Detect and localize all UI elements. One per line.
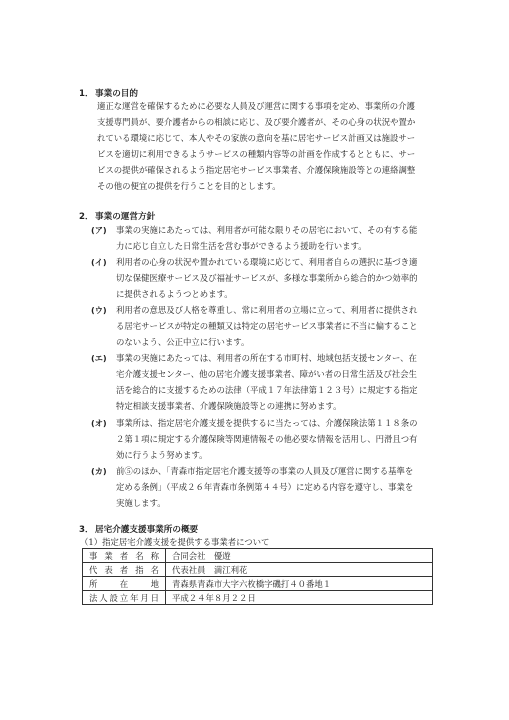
section-1-line: 支援専門員が、要介護者からの相談に応じ、及び要介護者が、その心身の状況や置か [97,117,416,127]
table-label: 所在地 [83,577,166,591]
table-label: 代表者指名 [83,563,166,577]
item-line: 事業の実施にあたっては、利用者が可能な限りその居宅において、その有する能 [116,225,418,235]
item-line: 事業所は、指定居宅介護支援を提供するに当たっては、介護保険法第１１８条の [116,418,418,428]
section-3-subheading: （1）指定居宅介護支援を提供する事業者について [80,537,270,547]
section-1-line: れている環境に応じて、本人やその家族の意向を基に居宅サービス計画又は施設サー [97,133,416,143]
section-1-line: ビスを適切に利用できるようサービスの種類内容等の計画を作成するとともに、サー [97,149,416,159]
item-line: 効に行うよう努めます。 [116,450,208,460]
table-row [83,549,433,563]
item-line: 定める条例」（平成２６年青森市条例第４４号）に定める内容を遵守し、事業を [116,482,414,492]
section-2-number: 2． [79,212,94,222]
section-3-heading [79,523,198,535]
table-row [83,577,433,591]
section-1-number: 1． [79,89,94,99]
item-line: 利用者の心身の状況や置かれている環境に応じて、利用者自らの選択に基づき適 [116,257,418,267]
item-label: (エ) [91,353,107,363]
table-row [83,591,433,605]
section-3-number: 3． [79,525,94,535]
item-line: 力に応じ自立した日常生活を営む事ができるよう援助を行います。 [116,241,367,251]
item-line: 切な保健医療サービス及び福祉サービスが、多様な事業所から総合的かつ効率的 [116,273,418,283]
table-label: 事業者名称 [83,549,166,563]
section-1-title: 事業の目的 [95,89,138,99]
item-line: 特定相談支援事業者、介護保険施設等との連携に努めます。 [116,401,342,411]
provider-info-table [82,548,433,605]
item-line: 利用者の意思及び人格を尊重し、常に利用者の立場に立って、利用者に提供され [116,305,418,315]
item-line: る居宅サービスが特定の種類又は特定の居宅サービス事業者に不当に偏すること [116,321,418,331]
section-1-line: その他の便宜の提供を行うことを目的とします。 [97,181,281,191]
item-line: 実施します。 [116,498,166,508]
item-line: 宅介護支援センター、他の居宅介護支援事業者、障がい者の日常生活及び社会生 [116,369,417,379]
item-label: (イ) [91,257,107,267]
item-line: 前⑤のほか、「青森市指定居宅介護支援等の事業の人員及び運営に関する基準を [116,466,414,476]
item-line: に提供されるようつとめます。 [116,289,233,299]
table-label: 法人設立年月日 [83,591,166,605]
table-value: 青森県青森市大字六枚橋字磯打４０番地１ [166,577,433,591]
section-1-line: 適正な運営を確保するために必要な人員及び運営に関する事項を定め、事業所の介護 [97,101,415,111]
section-1-heading [79,87,138,99]
item-line: ２第１項に規定する介護保険等関連情報その他必要な情報を活用し、円滑且つ有 [116,434,418,444]
item-label: (ウ) [91,305,107,315]
table-value: 代表社員 満江利花 [166,563,433,577]
item-label: (ア) [91,225,107,235]
section-3-title: 居宅介護支援事業所の概要 [95,525,199,535]
section-2-title: 事業の運営方針 [95,212,156,222]
section-1-line: ビスの提供が確保されるよう指定居宅サービス事業者、介護保険施設等との連絡調整 [97,165,416,175]
table-value: 平成２４年８月２２日 [166,591,433,605]
item-line: 事業の実施にあたっては、利用者の所在する市町村、地域包括支援センター、在 [116,353,417,363]
section-2-heading [79,210,155,222]
item-label: (オ) [91,418,107,428]
table-row [83,563,433,577]
item-label: (カ) [91,466,107,476]
item-line: のないよう、公正中立に行います。 [116,337,250,347]
table-value: 合同会社 優遊 [166,549,433,563]
item-line: 活を総合的に支援するための法律（平成１７年法律第１２３号）に規定する指定 [116,385,418,395]
